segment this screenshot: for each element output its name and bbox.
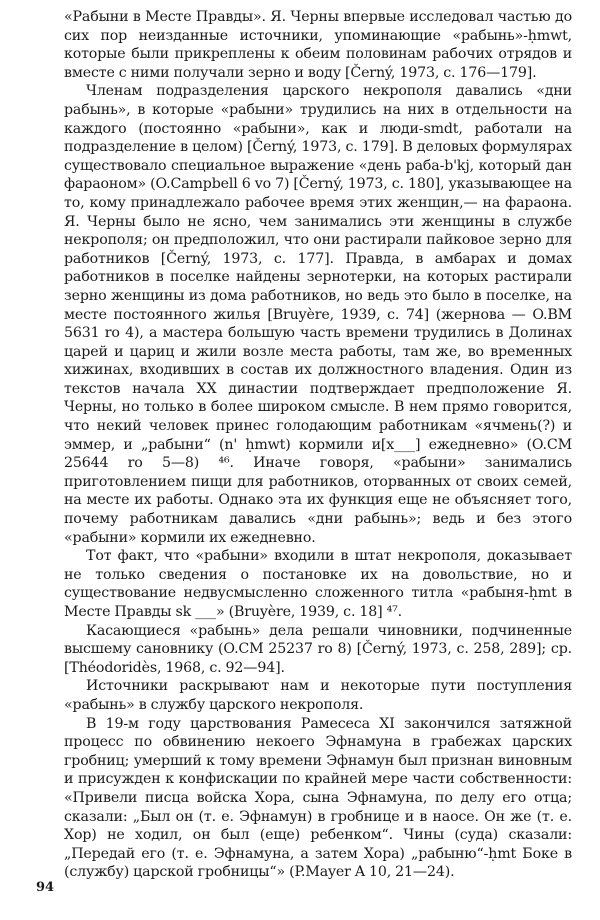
page-text: [64, 8, 572, 882]
paragraph-1: «Рабыни в Месте Правды». Я. Черны впервые исследовал частью до сих пор неизданные источники, упоминающие «рабынь»-ḥmwt, которые были прикреплены к обеим половинам рабочих отрядов и вместе с ними получали зерно и воду [Černý, 1973, с. 176—179].: [64, 9, 572, 81]
paragraph-3: Тот факт, что «рабыни» входили в штат некрополя, доказывает не только сведения о постановке их на довольствие, но и существование недвусмысленно сложенного титла «рабыня-ḥmt в Месте Правды sk ___» (Bruyère, 1939, с. 18] ⁴⁷.: [64, 548, 572, 620]
page-number: 94: [36, 880, 55, 895]
paragraph-6: В 19-м году царствования Рамесеса XI закончился затяжной процесс по обвинению некоего Эфнамуна в грабежах царских гробниц; умерший к тому времени Эфнамун был признан виновным и присужден к конфискации по крайней мере части собственности: «Привели писца войска Хора, сына Эфнамуна, по делу его отца; сказали: „Был он (т. е. Эфнамун) в гробнице и в наосе. Он же (т. е. Хор) не ходил, он был (еще) ребенком“. Чины (суда) сказали: „Передай его (т. е. Эфнамуна, а затем Хора) „рабыню“-ḥmt Боке в (службу) царской гробницы“» (P.Mayer A 10, 21—24).: [64, 715, 572, 881]
paragraph-4: Касающиеся «рабынь» дела решали чиновники, подчиненные высшему сановнику (O.CM 25237 ro 8) [Černý, 1973, с. 258, 289]; ср. [Théodoridès, 1968, с. 92—94].: [64, 622, 572, 676]
paragraph-5: Источники раскрывают нам и некоторые пути поступления «рабынь» в службу царского некрополя.: [64, 678, 572, 713]
paragraph-2: Членам подразделения царского некрополя давались «дни рабынь», в которые «рабыни» трудились на них в отдельности на каждого (постоянно «рабыни», как и люди-smdt, работали на подразделение в целом) [Černý, 1973, с. 179]. В деловых формулярах существовало специальное выражение «день раба-b'kj, который дан фараоном» (O.Campbell 6 vo 7) [Černý, 1973, с. 180], указывающее на то, кому принадлежало рабочее время этих женщин,— на фараона. Я. Черны было не ясно, чем занимались эти женщины в службе некрополя; он предположил, что они растирали пайковое зерно для работников [Černý, 1973, с. 177]. Правда, в амбарах и домах работников в поселке найдены зернотерки, на которых растирали зерно женщины из дома работников, но ведь это было в поселке, на месте постоянного жилья [Bruyère, 1939, с. 74] (жернова — O.BM 5631 ro 4), а мастера большую часть времени трудились в Долинах царей и цариц и жили возле места работы, там же, во временных хижинах, входивших в состав их должностного владения. Один из текстов начала XX династии подтверждает предположение Я. Черны, но только в более широком смысле. В нем прямо говорится, что некий человек принес голодающим работникам «ячмень(?) и эммер, и „рабыни“ (n' ḥmwt) кормили и[x___] ежедневно» (O.CM 25644 ro 5—8) ⁴⁶. Иначе говоря, «рабыни» занимались приготовлением пищи для работников, оторванных от своих семей, на месте их работы. Однако эта их функция еще не объясняет того, почему работникам давались «дни рабынь»; ведь и без этого «рабыни» кормили их ежедневно.: [64, 83, 572, 546]
